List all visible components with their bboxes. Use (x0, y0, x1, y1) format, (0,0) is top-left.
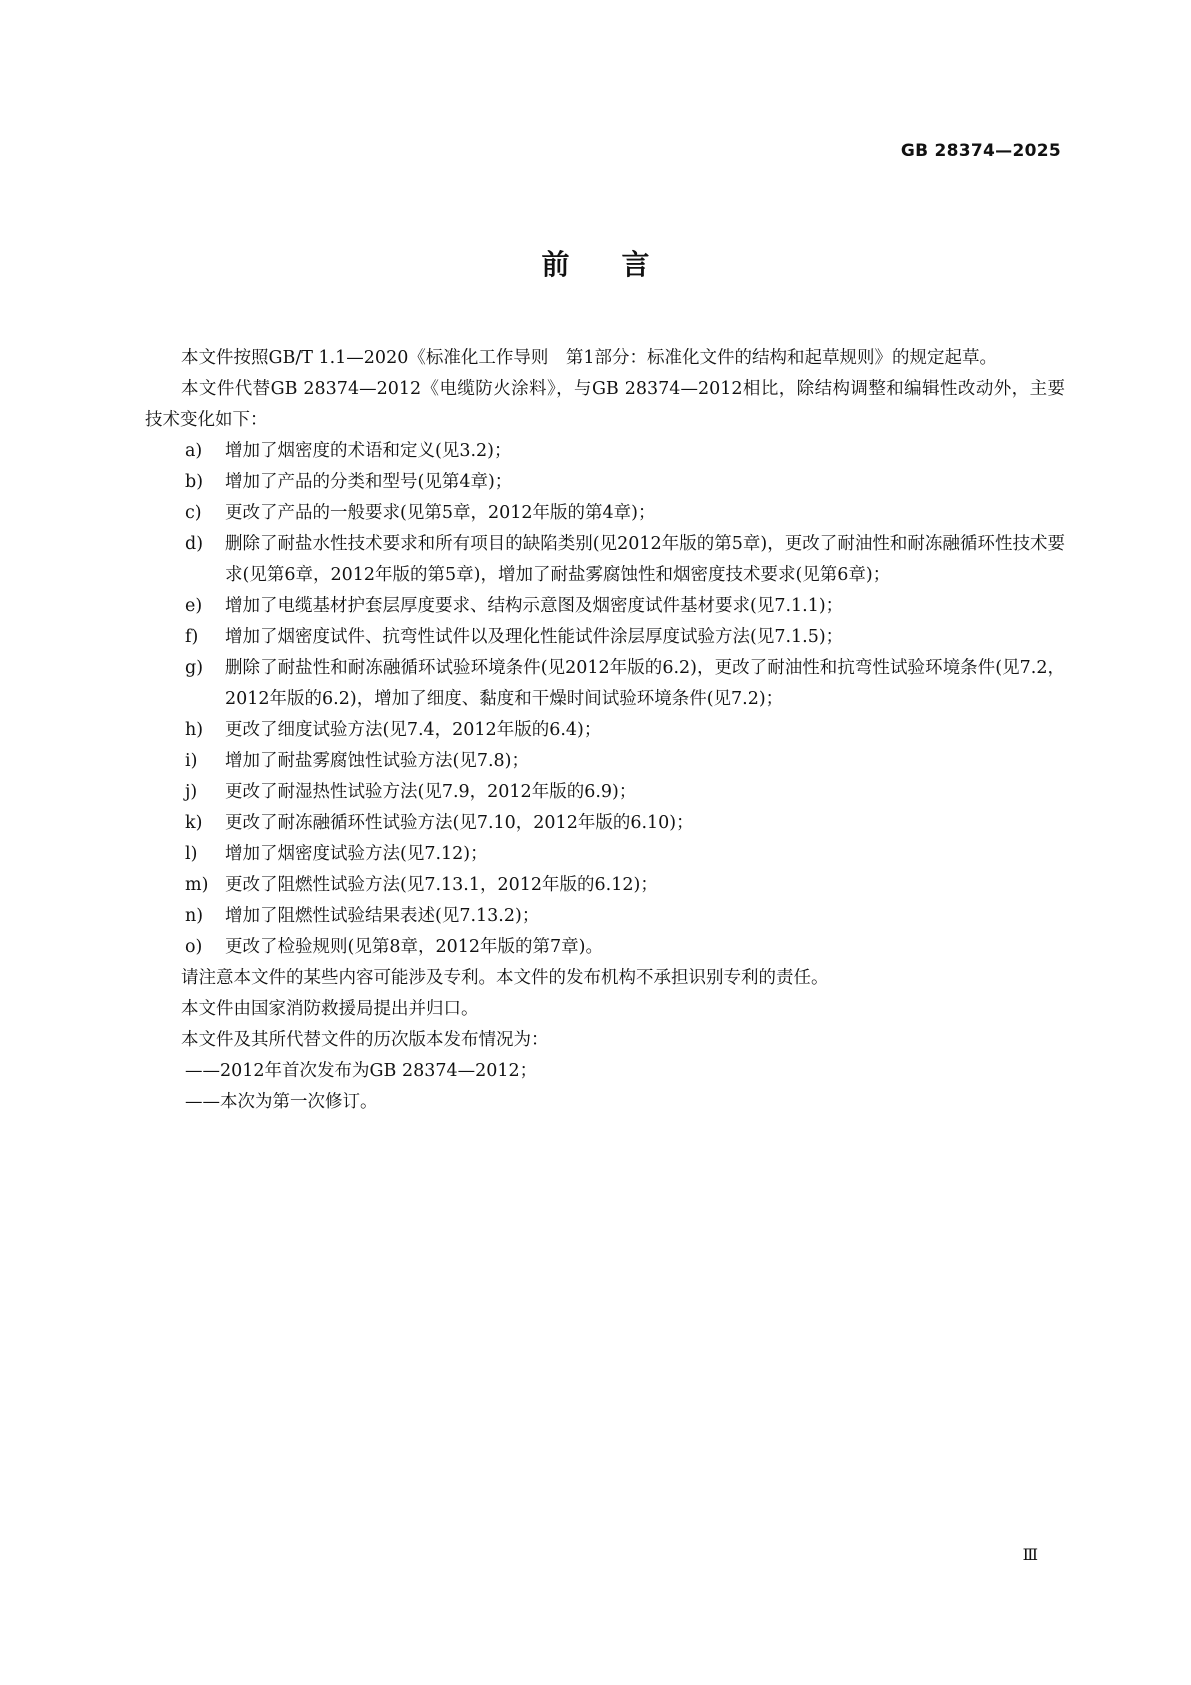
page-number: Ⅲ (1022, 1545, 1038, 1564)
list-marker: i) (185, 751, 198, 771)
list-text: 增加了阻燃性试验结果表述(见7.13.2)； (225, 906, 540, 926)
list-item (145, 436, 1065, 467)
history-intro-paragraph: 本文件及其所代替文件的历次版本发布情况为： (181, 1030, 549, 1050)
list-text: 更改了耐湿热性试验方法(见7.9，2012年版的6.9)； (225, 782, 637, 802)
list-marker: o) (185, 937, 203, 957)
standard-code: GB 28374—2025 (900, 141, 1061, 161)
list-text: 增加了电缆基材护套层厚度要求、结构示意图及烟密度试件基材要求(见7.1.1)； (225, 596, 844, 616)
list-text: 更改了阻燃性试验方法(见7.13.1，2012年版的6.12)； (225, 875, 658, 895)
list-item (145, 870, 1065, 901)
list-item (145, 498, 1065, 529)
list-text: 更改了产品的一般要求(见第5章，2012年版的第4章)； (225, 503, 656, 523)
proposer-paragraph: 本文件由国家消防救援局提出并归口。 (181, 999, 479, 1019)
list-item (145, 777, 1065, 808)
page-title: 前言 (541, 248, 702, 281)
list-text: 更改了检验规则(见第8章，2012年版的第7章)。 (225, 937, 603, 957)
list-text: 增加了产品的分类和型号(见第4章)； (225, 472, 513, 492)
list-marker: h) (185, 720, 204, 740)
list-item (145, 653, 1065, 715)
replacement-paragraph: 本文件代替GB 28374—2012《电缆防火涂料》，与GB 28374—2012相比，除结构调整和编辑性改动外，主要技术变化如下： (145, 379, 1065, 430)
list-item (145, 839, 1065, 870)
drafting-rule-paragraph: 本文件按照GB/T 1.1—2020《标准化工作导则 第1部分：标准化文件的结构和起草规则》的规定起草。 (181, 348, 997, 368)
list-marker: n) (185, 906, 204, 926)
list-item (145, 529, 1065, 591)
list-item (145, 901, 1065, 932)
list-marker: m) (185, 875, 209, 895)
list-item (145, 467, 1065, 498)
list-item (145, 622, 1065, 653)
list-text: 删除了耐盐水性技术要求和所有项目的缺陷类别(见2012年版的第5章)，更改了耐油性和耐冻融循环性技术要求(见第6章，2012年版的第5章)，增加了耐盐雾腐蚀性和烟密度技术要求(见第6章)； (225, 534, 1065, 585)
list-item (145, 591, 1065, 622)
list-item (145, 932, 1065, 963)
list-text: 增加了烟密度的术语和定义(见3.2)； (225, 441, 512, 461)
list-marker: k) (185, 813, 203, 833)
list-marker: a) (185, 441, 203, 461)
list-marker: f) (185, 627, 199, 647)
list-marker: b) (185, 472, 204, 492)
list-marker: e) (185, 596, 203, 616)
list-marker: j) (185, 782, 198, 802)
list-marker: g) (185, 658, 204, 678)
patent-notice-paragraph: 请注意本文件的某些内容可能涉及专利。本文件的发布机构不承担识别专利的责任。 (181, 968, 829, 988)
list-text: 删除了耐盐性和耐冻融循环试验环境条件(见2012年版的6.2)，更改了耐油性和抗弯性试验环境条件(见7.2，2012年版的6.2)，增加了细度、黏度和干燥时间试验环境条件(见7.2)； (225, 658, 1065, 709)
changes-list (145, 436, 1065, 963)
list-marker: d) (185, 534, 204, 554)
list-text: 更改了耐冻融循环性试验方法(见7.10，2012年版的6.10)； (225, 813, 694, 833)
list-item (145, 808, 1065, 839)
list-marker: l) (185, 844, 198, 864)
foreword-body (145, 343, 1065, 1118)
history-item: ——本次为第一次修订。 (185, 1092, 378, 1112)
list-text: 增加了烟密度试验方法(见7.12)； (225, 844, 488, 864)
list-text: 更改了细度试验方法(见7.4，2012年版的6.4)； (225, 720, 602, 740)
list-item (145, 715, 1065, 746)
list-text: 增加了耐盐雾腐蚀性试验方法(见7.8)； (225, 751, 529, 771)
list-text: 增加了烟密度试件、抗弯性试件以及理化性能试件涂层厚度试验方法(见7.1.5)； (225, 627, 844, 647)
history-item: ——2012年首次发布为GB 28374—2012； (185, 1061, 538, 1081)
list-marker: c) (185, 503, 202, 523)
list-item (145, 746, 1065, 777)
